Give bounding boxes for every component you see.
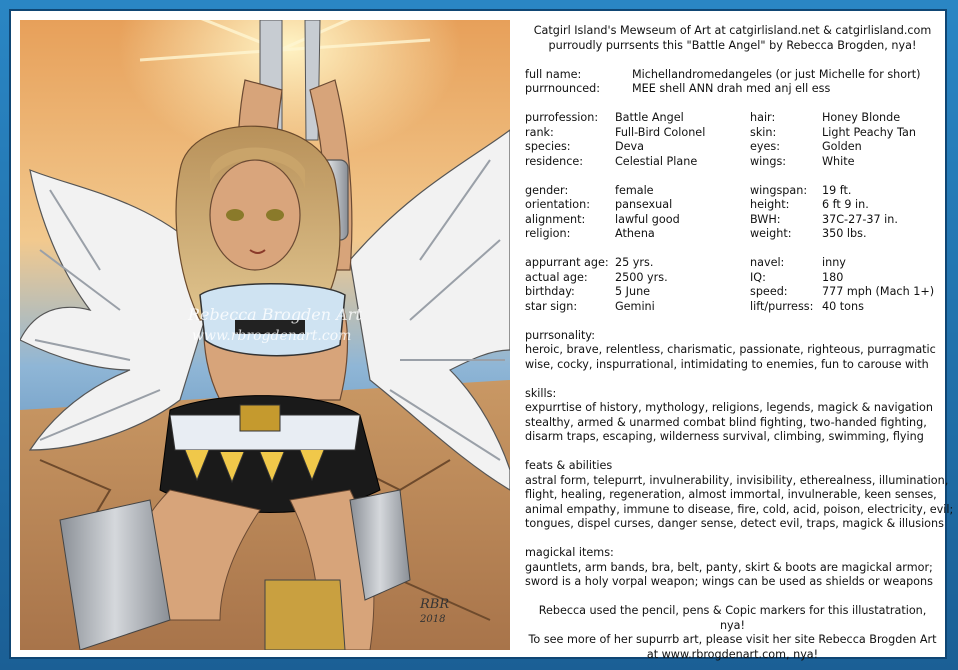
stat-label: wingspan:: [750, 183, 808, 197]
stat-label: species:: [525, 140, 571, 153]
watermark-line-2: www.rbrogdenart.com: [192, 328, 352, 344]
stat-label: skin:: [750, 125, 777, 139]
magickal-items-section: [525, 546, 940, 590]
section-line: heroic, brave, relentless, charismatic, passionate, righteous, purragmatic: [525, 343, 936, 356]
stat-label: purrofession:: [525, 111, 599, 124]
stat-value: Deva: [615, 140, 644, 153]
signature-year: 2018: [420, 614, 446, 625]
stat-label: navel:: [750, 256, 785, 269]
stat-value: Gemini: [615, 299, 655, 313]
stat-row: [750, 285, 934, 300]
stat-value: 350 lbs.: [822, 227, 867, 240]
stat-label: actual age:: [525, 270, 588, 284]
stat-label: rank:: [525, 125, 554, 139]
pronunciation-value: MEE shell ANN drah med anj ell ess: [632, 82, 831, 95]
stat-row: [525, 111, 750, 126]
section-line: expurrtise of history, mythology, religions, legends, magick & navigation: [525, 401, 933, 414]
header-line-2: purroudly purrsents this "Battle Angel" by Rebecca Brogden, nya!: [548, 38, 917, 52]
section-line: animal empathy, immune to disease, fire, cold, acid, poison, electricity, evil;: [525, 502, 954, 516]
section-line: stealthy, armed & unarmed combat blind fighting, two-handed fighting,: [525, 415, 927, 429]
stat-value: inny: [822, 256, 846, 269]
stat-row: [750, 184, 898, 199]
stat-label: weight:: [750, 227, 792, 240]
stat-row: [525, 198, 750, 213]
stat-value: 2500 yrs.: [615, 270, 668, 284]
stat-label: IQ:: [750, 270, 766, 284]
stat-value: Honey Blonde: [822, 111, 901, 124]
stat-row: [750, 271, 934, 286]
stat-row: [525, 300, 750, 315]
section-line: gauntlets, arm bands, bra, belt, panty, skirt & boots are magickal armor;: [525, 560, 933, 574]
stat-label: wings:: [750, 154, 787, 168]
stat-label: speed:: [750, 285, 788, 298]
character-profile: [525, 24, 954, 662]
stat-value: Light Peachy Tan: [822, 125, 916, 139]
stat-group-2: [525, 184, 940, 242]
stat-value: 40 tons: [822, 299, 864, 313]
section-title: magickal items:: [525, 546, 614, 559]
stat-row: [750, 111, 916, 126]
stat-row: [750, 126, 916, 141]
stat-row: [750, 227, 898, 242]
stat-value: Full-Bird Colonel: [615, 125, 706, 139]
stat-label: BWH:: [750, 212, 781, 226]
stat-value: 6 ft 9 in.: [822, 198, 869, 211]
stat-row: [525, 256, 750, 271]
stat-label: eyes:: [750, 140, 780, 153]
stat-group-3: [525, 256, 940, 314]
stat-label: lift/purress:: [750, 299, 814, 313]
skills-section: [525, 387, 940, 445]
stat-value: 5 June: [615, 285, 651, 298]
watermark-line-1: Rebecca Brogden Art: [188, 305, 362, 324]
stat-row: [750, 300, 934, 315]
section-title: skills:: [525, 386, 557, 400]
names-block: [525, 68, 940, 97]
stat-label: gender:: [525, 183, 569, 197]
footer-line-3: at www.rbrogdenart.com, nya!: [646, 647, 819, 661]
stat-row: [750, 256, 934, 271]
footer-credits: [525, 604, 940, 662]
stat-value: White: [822, 154, 855, 168]
stat-label: hair:: [750, 111, 776, 124]
stat-value: Golden: [822, 140, 862, 153]
section-line: disarm traps, escaping, wilderness survival, climbing, swimming, flying: [525, 430, 924, 443]
section-line: tongues, dispel curses, danger sense, detect evil, traps, magick & illusions: [525, 517, 944, 530]
stat-row: [525, 227, 750, 242]
stat-row: [750, 140, 916, 155]
stat-value: Athena: [615, 227, 655, 240]
section-line: flight, healing, regeneration, almost immortal, invulnerable, keen senses,: [525, 488, 937, 501]
battle-angel-artwork: [20, 20, 510, 650]
stat-row: [525, 184, 750, 199]
stat-row: [525, 140, 750, 155]
stat-label: orientation:: [525, 198, 590, 211]
stat-value: 25 yrs.: [615, 256, 654, 269]
section-line: astral form, telepurrt, invulnerability, invisibility, etherealness, illumination,: [525, 473, 949, 487]
stat-row: [525, 271, 750, 286]
footer-line-1: Rebecca used the pencil, pens & Copic markers for this illustatration, nya!: [538, 604, 927, 632]
stat-row: [525, 285, 750, 300]
stat-row: [750, 198, 898, 213]
stat-row: [750, 155, 916, 170]
stat-label: residence:: [525, 154, 584, 168]
stat-row: [750, 213, 898, 228]
stat-label: height:: [750, 198, 790, 211]
stat-value: Battle Angel: [615, 111, 684, 124]
stat-value: 37C-27-37 in.: [822, 212, 898, 226]
stat-value: female: [615, 183, 654, 197]
stat-group-1: [525, 111, 940, 169]
full-name-row: [525, 68, 940, 83]
personality-section: [525, 329, 940, 373]
pronunciation-row: [525, 82, 940, 97]
full-name-label: full name:: [525, 67, 582, 81]
section-title: feats & abilities: [525, 459, 613, 472]
footer-line-2: To see more of her supurrb art, please visit her site Rebecca Brogden Art: [528, 633, 937, 646]
full-name-value: Michellandromedangeles (or just Michelle for short): [632, 67, 921, 81]
stat-value: pansexual: [615, 198, 673, 211]
abilities-section: [525, 459, 954, 532]
section-title: purrsonality:: [525, 328, 595, 342]
stat-row: [525, 213, 750, 228]
stat-label: religion:: [525, 227, 571, 240]
stat-value: 19 ft.: [822, 183, 852, 197]
pronunciation-label: purrnounced:: [525, 82, 601, 95]
stat-value: 180: [822, 270, 844, 284]
header-block: [525, 24, 940, 53]
stat-row: [525, 155, 750, 170]
stat-value: lawful good: [615, 212, 680, 226]
signature-initials: RBR: [420, 597, 450, 612]
header-line-1: Catgirl Island's Mewseum of Art at catgirlisland.net & catgirlisland.com: [533, 24, 932, 37]
section-line: wise, cocky, inspurrational, intimidating to enemies, fun to carouse with: [525, 357, 929, 371]
stat-value: Celestial Plane: [615, 154, 698, 168]
stat-label: birthday:: [525, 285, 575, 298]
stat-label: alignment:: [525, 212, 586, 226]
stat-label: appurrant age:: [525, 256, 609, 269]
stat-value: 777 mph (Mach 1+): [822, 285, 935, 298]
stat-label: star sign:: [525, 299, 578, 313]
section-line: sword is a holy vorpal weapon; wings can be used as shields or weapons: [525, 575, 933, 588]
stat-row: [525, 126, 750, 141]
